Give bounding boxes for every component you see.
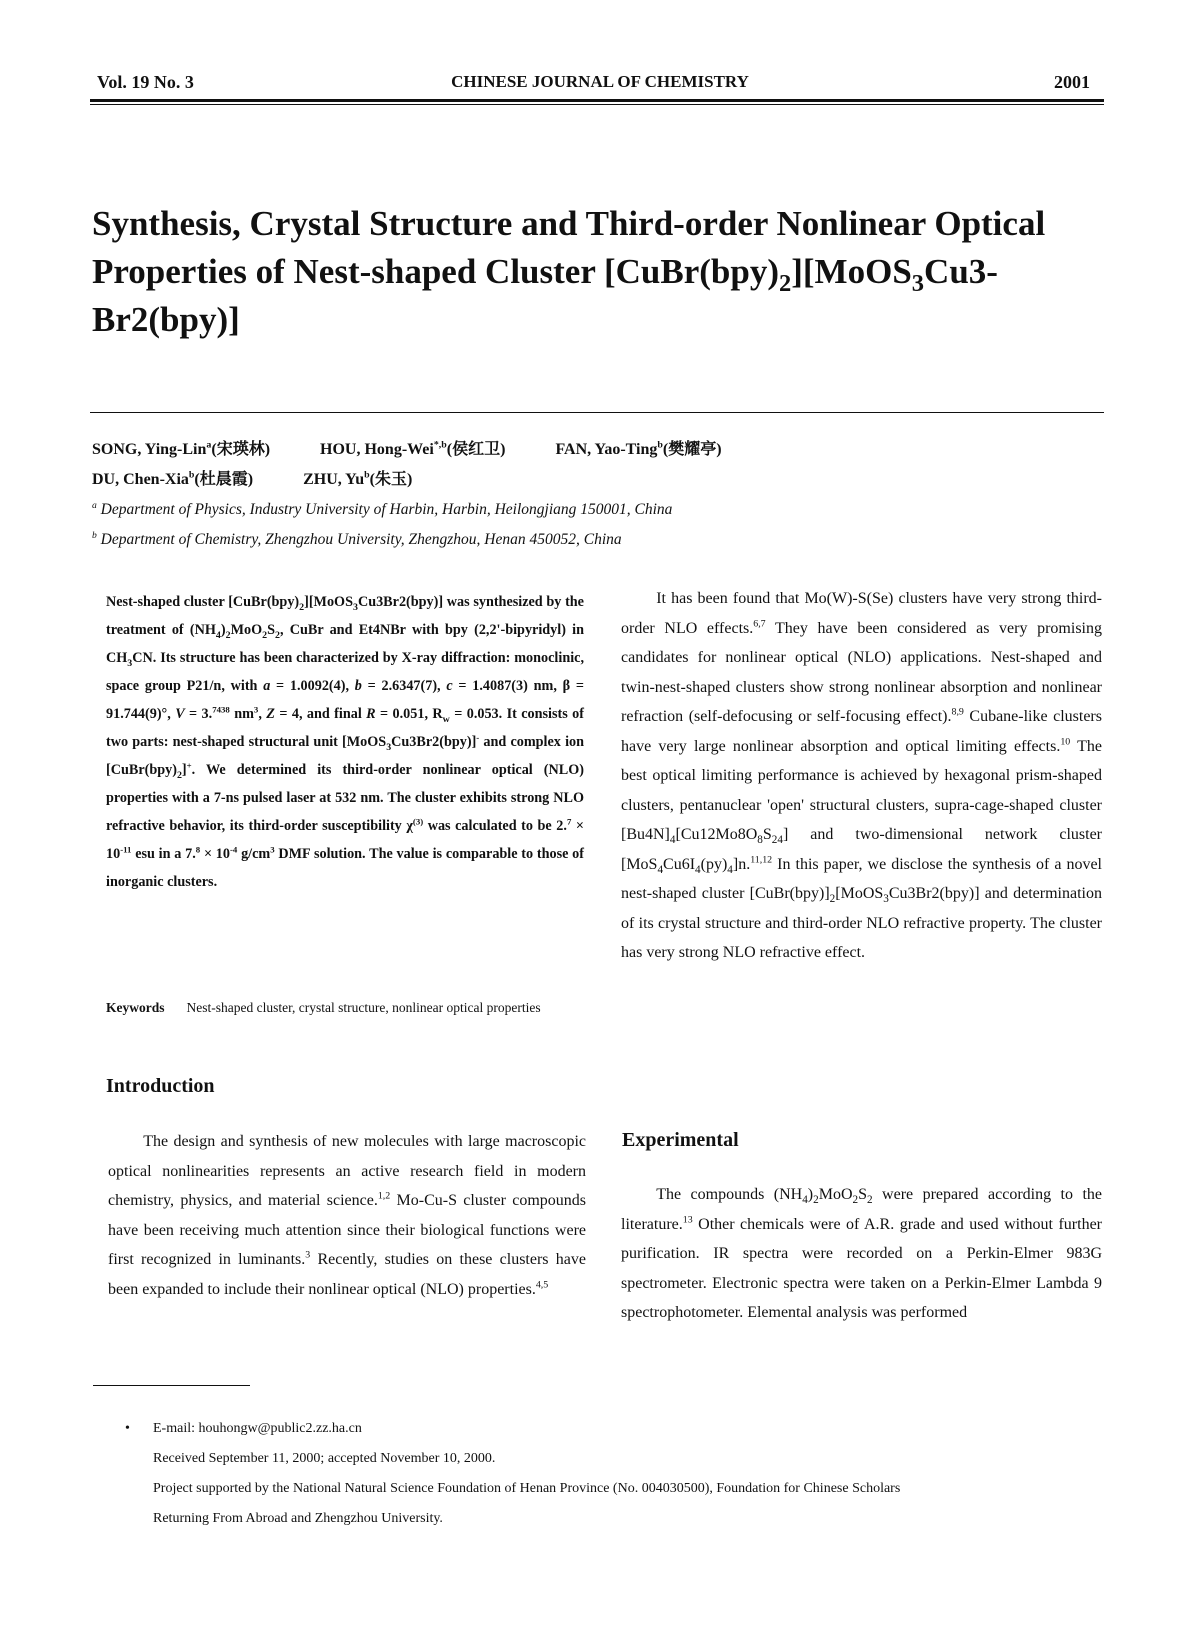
keywords-text: Nest-shaped cluster, crystal structure, nonlinear optical properties [186, 1000, 541, 1015]
funding-note-continued: Returning From Abroad and Zhengzhou University. [153, 1511, 443, 1526]
affiliation-a: $^a$ Department of Physics, Industry University of Harbin, Harbin, Heilongjiang 150001, China [92, 499, 673, 518]
funding-note: Project supported by the National Natural Science Foundation of Henan Province (No. 004030500), Foundation for Chinese Scholars [153, 1481, 901, 1496]
introduction-paragraph: The design and synthesis of new molecules with large macroscopic optical nonlinearities represents an active research field in modern chemistry, physics, and material science.$^{1,2}$ Mo-Cu-S cluster compounds have been receiving much attention since their biological functions were first recognized in luminants.$^3$ Recently, studies on these clusters have been expanded to include their nonlinear optical (NLO) properties.$^{4,5}$ [108, 1133, 586, 1298]
author: DU, Chen-Xia$^b$(杜晨霞) [92, 469, 254, 488]
author-line-1 [92, 436, 768, 459]
abstract: Nest-shaped cluster $[CuBr(bpy)_2][MoOS_3Cu3Br2(bpy)]$ was synthesized by the treatment of $(NH_4)_2MoO_2S_2$, CuBr and Et4NBr with bpy (2,2'-bipyridyl) in $CH_3CN$. Its structure has been characterized by X-ray diffraction: monoclinic, space group P21/n, with a = 1.0092(4), b = 2.6347(7), c = 1.4087(3) nm, β = 91.744(9)°, V = 3.$^{7438}$ $nm^3$, Z = 4, and final R = 0.051, $R_w = 0.053$. It consists of two parts: nest-shaped structural unit [MoOS$_3$Cu3Br2(bpy)]- and complex ion $[CuBr(bpy)_2]^+$. We determined its third-order nonlinear optical (NLO) properties with a 7-ns pulsed laser at 532 nm. The cluster exhibits strong NLO refractive behavior, its third-order susceptibility $\chi^{(3)}$ was calculated to be $2.^7 \times 10^{-11}$ esu in a $7.^8 \times 10^{-4}$ $g/cm^3$ DMF solution. The value is comparable to those of inorganic clusters. [106, 594, 585, 890]
header-rule [90, 99, 1104, 102]
title-rule [90, 412, 1104, 413]
experimental-paragraph: The compounds $(NH_4)_2MoO_2S_2$ were prepared according to the literature.$^{13}$ Other chemicals were of A.R. grade and used without further purification. IR spectra were recorded on a Perkin-Elmer 983G spectrometer. Electronic spectra were taken on a Perkin-Elmer Lambda 9 spectrophotometer. Elemental analysis was performed [621, 1186, 1102, 1321]
journal-name: CHINESE JOURNAL OF CHEMISTRY [451, 72, 749, 91]
section-heading-experimental: Experimental [622, 1129, 739, 1151]
header-rule-thin [90, 104, 1104, 105]
volume-issue: Vol. 19 No. 3 [97, 72, 194, 92]
introduction-paragraph-2: It has been found that Mo(W)-S(Se) clusters have very strong third-order NLO effects.$^{6,7}$ They have been considered as very promising candidates for nonlinear optical (NLO) applications. Nest-shaped and twin-nest-shaped clusters show strong nonlinear absorption and nonlinear refraction (self-defocusing or self-focusing effect).$^{8,9}$ Cubane-like clusters have very large nonlinear absorption and optical limiting effects.$^{10}$ The best optical limiting performance is achieved by hexagonal prism-shaped clusters, pentanuclear 'open' structural clusters, supra-cage-shaped cluster $[Bu4N]_4[Cu12Mo8O_8S_{24}]$ and two-dimensional network cluster $[MoS_4Cu6I_4(py)_4]n.^{11,12}$ In this paper, we disclose the synthesis of a novel nest-shaped cluster $[CuBr(bpy)]_2[MoOS_3Cu3Br2(bpy)]$ and determination of its crystal structure and third-order NLO refractive property. The cluster has very strong NLO refractive effect. [621, 590, 1102, 961]
affiliation-b: $^b$ Department of Chemistry, Zhengzhou University, Zhengzhou, Henan 450052, China [92, 529, 622, 548]
corresponding-email: E-mail: houhongw@public2.zz.ha.cn [153, 1421, 362, 1436]
keywords-label: Keywords [106, 1000, 165, 1015]
author-line-2 [92, 466, 458, 489]
received-dates: Received September 11, 2000; accepted November 10, 2000. [153, 1451, 496, 1466]
footnote-marker: • [125, 1421, 130, 1436]
author: ZHU, Yu$^b$(朱玉) [303, 469, 413, 488]
footnote-rule [93, 1385, 250, 1386]
author: SONG, Ying-Lin$^a$(宋瑛林) [92, 439, 271, 458]
keywords [106, 994, 584, 1021]
paper-title: Synthesis, Crystal Structure and Third-order Nonlinear Optical Properties of Nest-shaped Cluster $[CuBr(bpy)_2][MoOS_3Cu3-Br2(bpy)]$ [92, 204, 1046, 339]
author: FAN, Yao-Ting$^b$(樊耀亭) [555, 439, 722, 458]
author: HOU, Hong-Wei$^{*,b}$(侯红卫) [320, 439, 506, 458]
year: 2001 [1054, 72, 1090, 92]
section-heading-introduction: Introduction [106, 1075, 215, 1097]
